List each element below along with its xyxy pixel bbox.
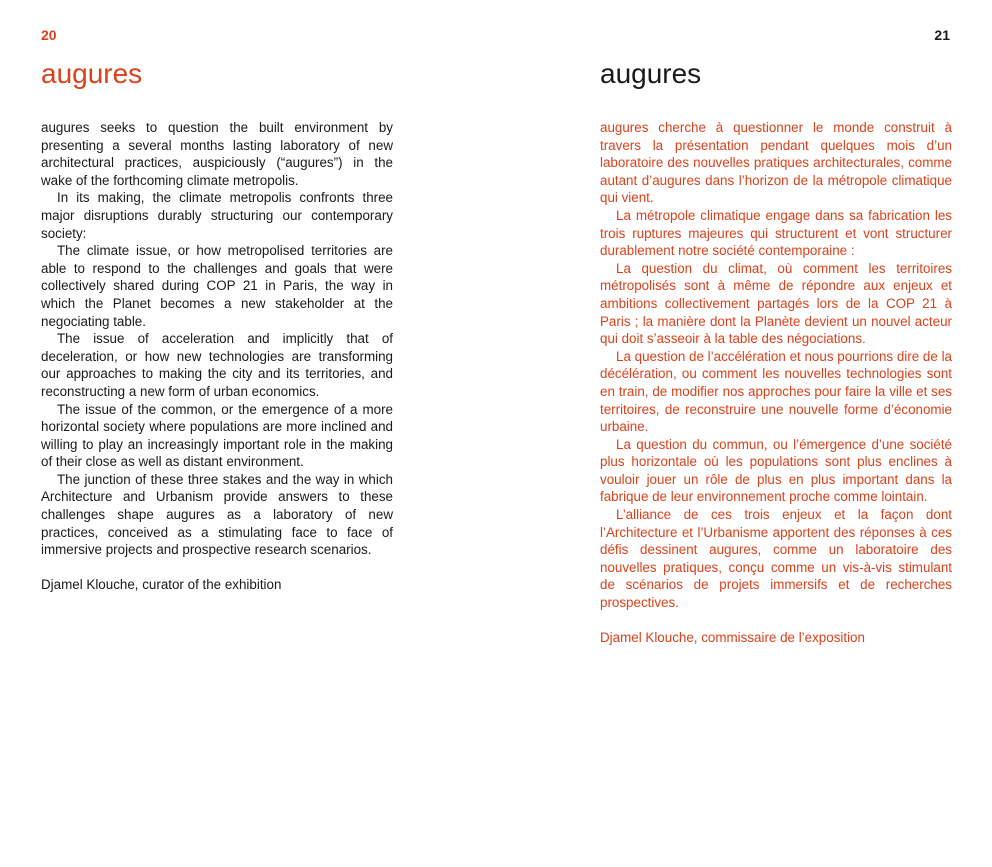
augures-logo: augures [600, 58, 702, 89]
paragraph-intro: augures cherche à questionner le monde construit à travers la présentation pendant quelques mois d’un laboratoire des nouvelles pratiques architecturales, comme autant d’augures dans l’horizon de la métropole climatique qui vient. [600, 120, 952, 206]
paragraph-common-issue: The issue of the common, or the emergence of a more horizontal society where populations are more inclined and willing to play an increasingly important role in the making of their close as well as distant environment. [41, 401, 393, 470]
page-number: 21 [934, 27, 950, 43]
french-text-block [600, 119, 952, 647]
right-page [496, 0, 992, 867]
paragraph-common-issue: La question du commun, ou l’émergence d’une société plus horizontale où les populations sont plus enclines à vouloir jouer un rôle de plus en plus important dans la fabrique de leur environnement proche comme lointain. [600, 436, 952, 505]
signature: Djamel Klouche, commissaire de l’exposition [600, 630, 865, 646]
paragraph-climate-issue: La question du climat, où comment les territoires métropolisés sont à même de répondre aux enjeux et ambitions collectivement partagés lors de la COP 21 à Paris ; la manière dont la Planète devient un nouvel acteur qui doit s’asseoir à la table des négociations. [600, 260, 952, 347]
paragraph-disruptions: In its making, the climate metropolis confronts three major disruptions durably structuring our contemporary society: [41, 190, 393, 241]
paragraph-acceleration-issue: The issue of acceleration and implicitly that of deceleration, or how new technologies are transforming our approaches to making the city and its territories, and reconstructing a new form of urban economics. [41, 331, 393, 399]
paragraph-junction: The junction of these three stakes and the way in which Architecture and Urbanism provide answers to these challenges shape augures as a laboratory of new practices, conceived as a stimulating face to face of immersive projects and prospective research scenarios. [41, 471, 393, 558]
paragraph-acceleration-issue: La question de l’accélération et nous pourrions dire de la décélération, ou comment les nouvelles technologies sont en train, de modifier nos approches pour faire la ville et ses territoires, de reconstruire une nouvelle forme d’économie urbaine. [600, 348, 952, 435]
english-text-block [41, 119, 393, 594]
page-number: 20 [41, 27, 57, 43]
paragraph-climate-issue: The climate issue, or how metropolised territories are able to respond to the challenges and goals that were collectively shared during COP 21 in Paris, the way in which the Planet becomes a new stakeholder at the negociating table. [41, 243, 393, 329]
augures-logo: augures [41, 58, 143, 89]
paragraph-intro: augures seeks to question the built environment by presenting a several months lasting laboratory of new architectural practices, auspiciously (“augures”) in the wake of the forthcoming climate metropolis. [41, 120, 393, 188]
paragraph-junction: L’alliance de ces trois enjeux et la façon dont l’Architecture et l’Urbanisme apportent des réponses à ces défis dessinent augures, comme un laboratoire des nouvelles pratiques, conçu comme un vis-à-vis stimulant de scénarios de projets immersifs et de recherches prospectives. [600, 507, 952, 611]
signature: Djamel Klouche, curator of the exhibition [41, 577, 282, 593]
paragraph-disruptions: La métropole climatique engage dans sa fabrication les trois ruptures majeures qui structurent et vont structurer durablement notre société contemporaine : [600, 207, 952, 259]
